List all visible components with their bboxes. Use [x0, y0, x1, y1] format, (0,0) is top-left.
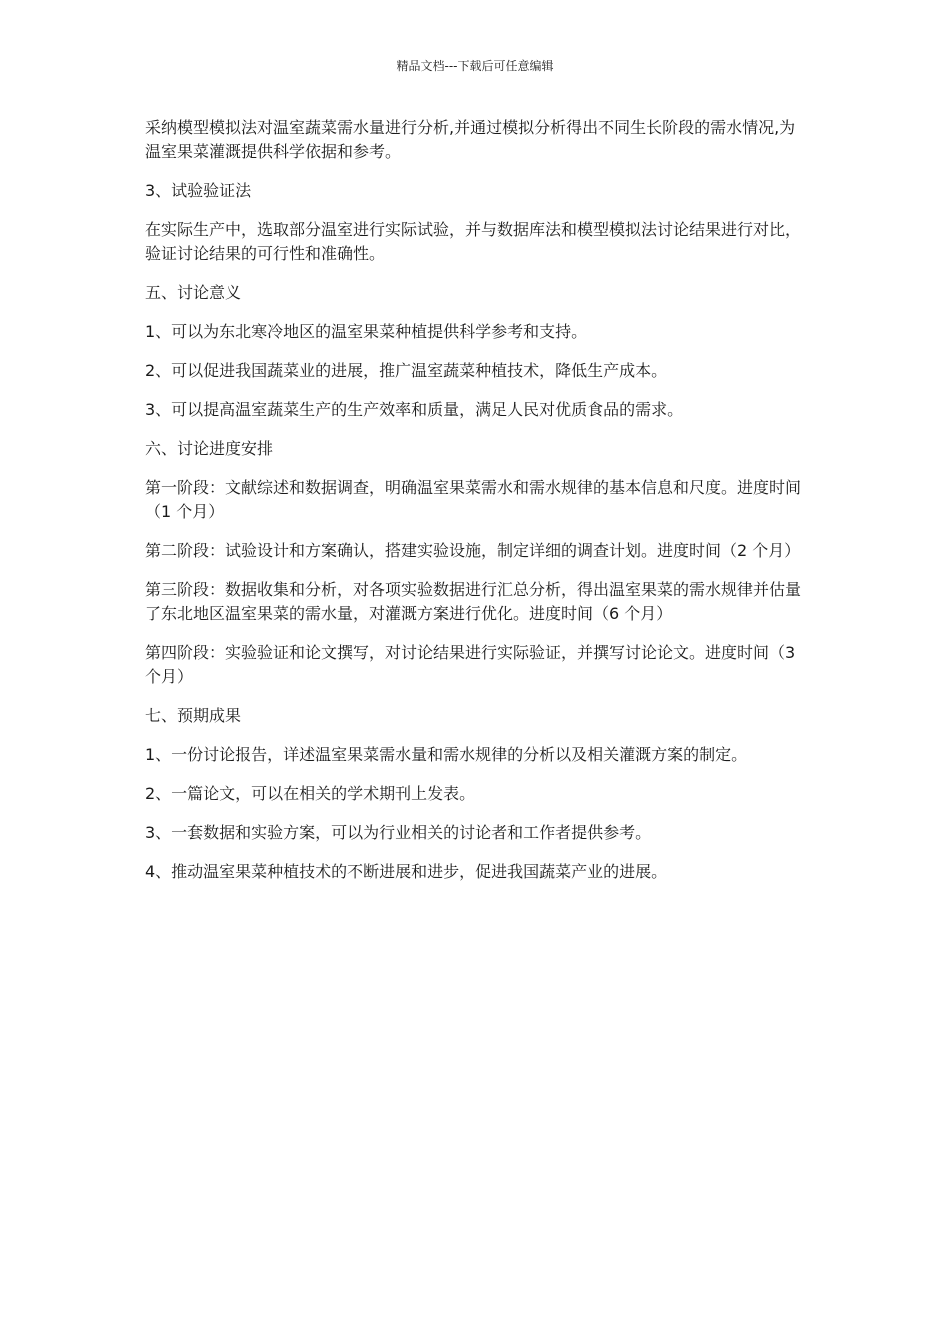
significance-item-1: 1、可以为东北寒冷地区的温室果菜种植提供科学参考和支持。	[145, 322, 588, 341]
document-body	[145, 116, 810, 899]
schedule-stage-3: 第三阶段：数据收集和分析，对各项实验数据进行汇总分析，得出温室果菜的需水规律并估量了东北地区温室果菜的需水量，对灌溉方案进行优化。进度时间（6 个月）	[145, 580, 802, 623]
section-heading-schedule: 六、讨论进度安排	[145, 439, 274, 458]
outcome-item-3: 3、一套数据和实验方案，可以为行业相关的讨论者和工作者提供参考。	[145, 823, 652, 842]
section-heading-outcomes: 七、预期成果	[145, 706, 242, 725]
method-heading-3: 3、试验验证法	[145, 181, 252, 200]
section-heading-significance: 五、讨论意义	[145, 283, 242, 302]
outcome-item-1: 1、一份讨论报告，详述温室果菜需水量和需水规律的分析以及相关灌溉方案的制定。	[145, 745, 748, 764]
schedule-stage-2: 第二阶段：试验设计和方案确认，搭建实验设施，制定详细的调查计划。进度时间（2 个月）	[145, 541, 801, 560]
schedule-stage-1: 第一阶段：文献综述和数据调查，明确温室果菜需水和需水规律的基本信息和尺度。进度时间（1 个月）	[145, 478, 802, 521]
page-header: 精品文档---下载后可任意编辑	[396, 59, 554, 73]
outcome-item-2: 2、一篇论文，可以在相关的学术期刊上发表。	[145, 784, 476, 803]
significance-item-2: 2、可以促进我国蔬菜业的进展，推广温室蔬菜种植技术，降低生产成本。	[145, 361, 668, 380]
paragraph-method-3: 在实际生产中，选取部分温室进行实际试验，并与数据库法和模型模拟法讨论结果进行对比，验证讨论结果的可行性和准确性。	[145, 220, 802, 263]
outcome-item-4: 4、推动温室果菜种植技术的不断进展和进步，促进我国蔬菜产业的进展。	[145, 862, 668, 881]
significance-item-3: 3、可以提高温室蔬菜生产的生产效率和质量，满足人民对优质食品的需求。	[145, 400, 684, 419]
paragraph-intro-continued: 采纳模型模拟法对温室蔬菜需水量进行分析,并通过模拟分析得出不同生长阶段的需水情况,为温室果菜灌溉提供科学依据和参考。	[145, 118, 796, 161]
schedule-stage-4: 第四阶段：实验验证和论文撰写，对讨论结果进行实际验证，并撰写讨论论文。进度时间（3 个月）	[145, 643, 796, 686]
